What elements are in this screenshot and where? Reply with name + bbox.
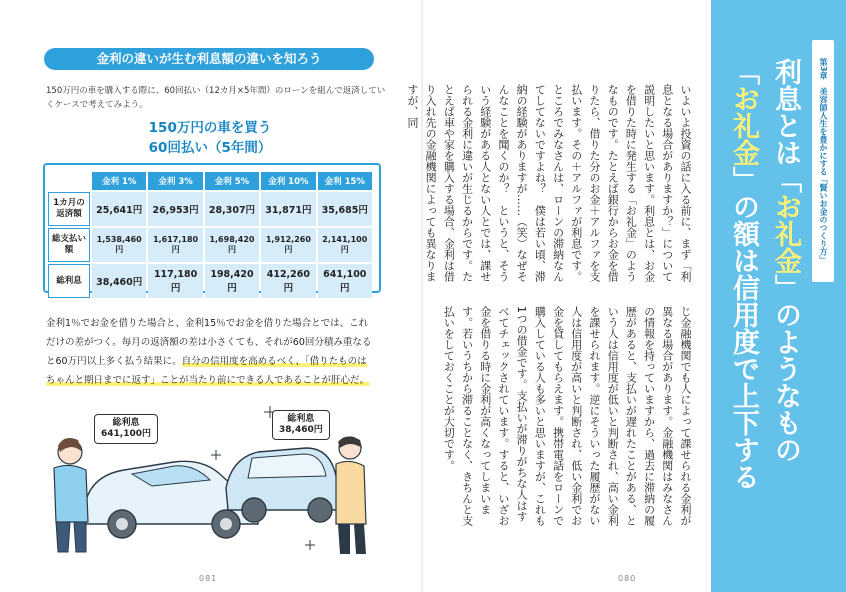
table-cell: 117,180円: [148, 264, 202, 298]
table-cell: 1,538,460円: [92, 228, 146, 262]
page-number-right: 080: [618, 574, 637, 583]
car-title-line1: 150万円の車を買う: [148, 120, 272, 136]
para2-lead: じ金融機関でも人によって課せられる金利が異なる場合があります。: [660, 306, 692, 526]
para2-body: 金融機関はみなさんの情報を持っていますから、過去に滞納の履歴があると、支払いが遅れたことがある、という人は信用度が低いと判断され、高い金利を課せられます。逆にそういった履歴がない人は信用度が高いと判断され、低い金利でお金を貸してもらえます。携帯電話をローンで購入している人も多いと思いますが、これも1つの借金です。支払いが滞りがちな人はすべてチェックされています。すると、いざお金を借りる時に金利が高くなってしまいます。若いうちから滞ることなく、きちんと支払いをしておくことが大切です。: [442, 306, 674, 526]
header-rate-15: 金利 15%: [318, 172, 372, 190]
right-body-paragraph-2: [442, 306, 694, 532]
title-part2: 」のようなもの: [770, 274, 801, 463]
chapter-section-title: [720, 58, 806, 498]
bubble-right-value: 38,460円: [279, 425, 323, 435]
table-row: [48, 264, 372, 298]
table-cell: 28,307円: [205, 192, 259, 226]
header-rate-10: 金利 10%: [261, 172, 315, 190]
table-header-row: [48, 172, 372, 190]
title-highlight2: お礼金: [728, 85, 759, 166]
table-cell: 1,617,180円: [148, 228, 202, 262]
row-label-interest: 総利息: [48, 264, 90, 298]
intro-text: 150万円の車を購入する際に、60回払い（12カ月×5年間）のローンを組んで返済していくケースで考えてみよう。: [46, 86, 386, 110]
table-corner: [48, 172, 90, 190]
right-car-drawing: [226, 448, 342, 522]
table-cell: 412,260円: [261, 264, 315, 298]
table-cell: 2,141,100円: [318, 228, 372, 262]
table-row: [48, 228, 372, 262]
bubble-total-interest-low: [272, 410, 330, 440]
bubble-left-label: 総利息: [112, 418, 140, 428]
table-cell: 641,100円: [318, 264, 372, 298]
right-body-paragraph-1: いよいよ投資の話に入る前に、まず「利息となる場合がありますか？」について説明したいと思います。利息とは、お金を借りた時に発生する「お礼金」のようなものです。たとえば銀行からお金を借りたら、借りた分のお金＋アルファを支払います。その＋アルファが利息です。ところでみなさんは、ローンの滞納なんてしてないですよね？ 僕は若い頃、滞納の経験がありますが……（笑）なぜそんなことを聞くのか？ というと、そういう経験がある人とない人とでは、課せられる金利に違いが生じるからです。たとえば車や家を購入する場合、金利は借り入れ先の金融機関によっても異なりますが、同: [405, 84, 692, 282]
table-cell: 25,641円: [92, 192, 146, 226]
bubble-left-value: 641,100円: [101, 429, 151, 439]
body-part2-highlight: 自分の信用度を高めるべく、「借りたものはちゃんと期日までに返す」ことが当たり前にできる人であることが肝心だ。: [46, 356, 370, 386]
table-row: [48, 192, 372, 226]
body-part1: 金利1％でお金を借りた場合と、金利15％でお金を借りた場合とでは、これだけの差がつく。毎月の返済額の差は小さくても、それが60回分積み重なると60万円以上多く払う結果に。: [46, 318, 372, 367]
header-rate-3: 金利 3%: [148, 172, 202, 190]
table-cell: 198,420円: [205, 264, 259, 298]
row-label-total: 総支払い額: [48, 228, 90, 262]
interest-table: [46, 170, 374, 300]
header-rate-5: 金利 5%: [205, 172, 259, 190]
table-cell: 26,953円: [148, 192, 202, 226]
title-part4: 」の額は信用度で上下する: [728, 166, 759, 490]
title-highlight1: お礼金: [770, 193, 801, 274]
bubble-total-interest-high: [94, 414, 158, 444]
car-title-line2: 60回払い（5年間）: [148, 140, 272, 156]
page-number-left: 081: [199, 574, 218, 583]
right-person-drawing: [336, 436, 366, 554]
table-cell: 1,912,260円: [261, 228, 315, 262]
row-label-monthly: 1カ月の返済額: [48, 192, 90, 226]
header-rate-1: 金利 1%: [92, 172, 146, 190]
left-person-drawing: [54, 438, 88, 552]
bubble-right-label: 総利息: [287, 414, 315, 424]
table-cell: 31,871円: [261, 192, 315, 226]
title-part1: 利息とは「: [770, 58, 801, 193]
table-cell: 38,460円: [92, 264, 146, 298]
car-purchase-title: [110, 118, 310, 158]
title-part3: 「: [728, 58, 759, 85]
table-cell: 1,698,420円: [205, 228, 259, 262]
section-title: 金利の違いが生む利息額の違いを知ろう: [44, 48, 374, 70]
chapter-label: 第3章 美容師人生を豊かにする「賢いお金のつくり方」: [812, 40, 834, 282]
body-text-left: [46, 314, 376, 390]
table-cell: 35,685円: [318, 192, 372, 226]
